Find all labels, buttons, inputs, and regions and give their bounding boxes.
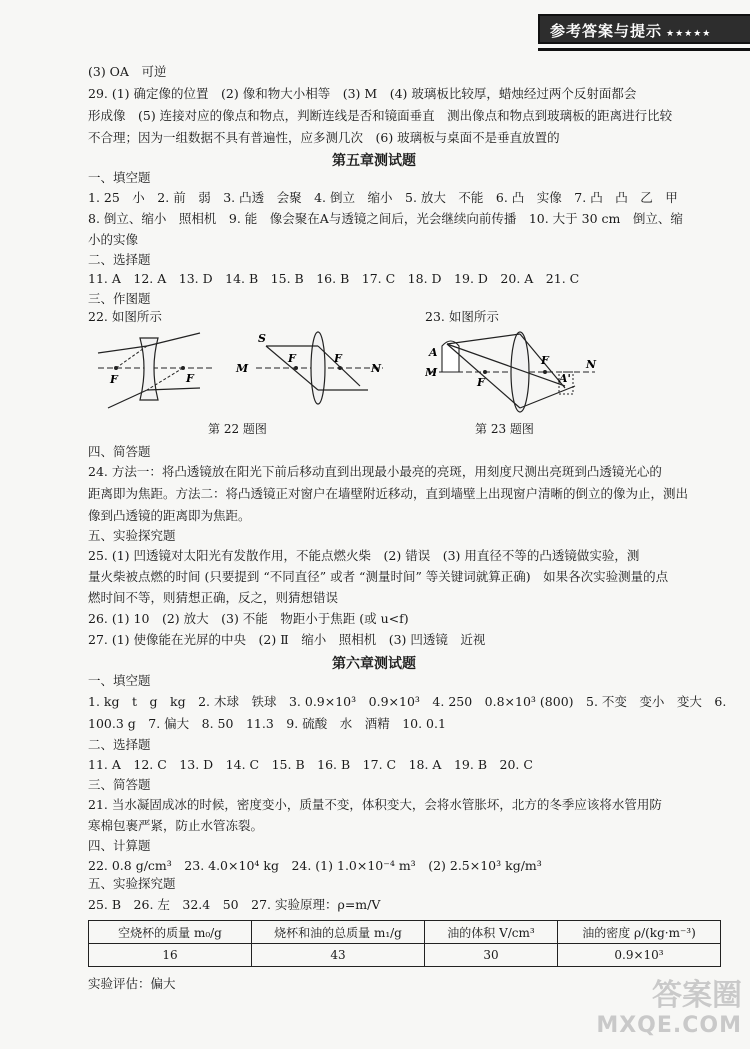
- table-row: [89, 944, 721, 967]
- watermark-text: 答案圈: [652, 978, 742, 1013]
- answer-line: 11. A 12. A 13. D 14. B 15. B 16. B 17. C 18. D 19. D 20. A 21. C: [88, 271, 580, 286]
- answer-line: (3) OA 可逆: [88, 64, 167, 79]
- answer-line: 26. (1) 10 (2) 放大 (3) 不能 物距小于焦距 (或 u<f): [88, 611, 409, 626]
- table-header-cell: 油的体积 V/cm³: [425, 921, 558, 944]
- focal-point-label: F: [186, 372, 194, 385]
- chapter6-title: 第六章测试题: [332, 656, 416, 672]
- section-heading: 五、实验探究题: [88, 876, 176, 891]
- answer-line: 27. (1) 使像能在光屏的中央 (2) Ⅱ 缩小 照相机 (3) 凹透镜 近视: [88, 632, 486, 647]
- object-label: A: [429, 346, 438, 359]
- axis-label-n: N: [586, 358, 597, 371]
- answer-line: 1. kg t g kg 2. 木球 铁球 3. 0.9×10³ 0.9×10³ 4. 250 0.8×10³ (800) 5. 不变 变小 变大 6.: [88, 694, 727, 709]
- table-cell: 16: [89, 944, 252, 967]
- axis-label-n: N: [371, 362, 382, 375]
- answer-line: 燃时间不等，则猜想正确，反之，则猜想错误: [88, 590, 339, 605]
- table-cell: 0.9×10³: [558, 944, 721, 967]
- figure-intro: 23. 如图所示: [425, 309, 499, 324]
- focal-point-label: F: [288, 352, 296, 365]
- figure-22-diagram: [88, 328, 388, 418]
- answer-line: 1. 25 小 2. 前 弱 3. 凸透 会聚 4. 倒立 缩小 5. 放大 不能 6. 凸 实像 7. 凸 凸 乙 甲: [88, 190, 678, 205]
- answer-line: 29. (1) 确定像的位置 (2) 像和物大小相等 (3) M (4) 玻璃板比较厚，蜡烛经过两个反射面都会: [88, 86, 637, 101]
- axis-label-m: M: [425, 366, 438, 379]
- watermark-domain: MXQE.COM: [596, 1013, 742, 1038]
- watermark-logo: [592, 978, 742, 1041]
- answer-line: 距离即为焦距。方法二：将凸透镜正对窗户在墙壁附近移动，直到墙壁上出现窗户清晰的倒立的像为止，测出: [88, 486, 689, 501]
- table-header-cell: 烧杯和油的总质量 m₁/g: [252, 921, 425, 944]
- answer-line: 8. 倒立、缩小 照相机 9. 能 像会聚在A与透镜之间后，光会继续向前传播 10. 大于 30 cm 倒立、缩: [88, 211, 683, 226]
- answer-line: 寒棉包裹严紧，防止水管冻裂。: [88, 818, 264, 833]
- answer-line: 21. 当水凝固成冰的时候，密度变小，质量不变，体积变大，会将水管胀坏，北方的冬季应该将水管用防: [88, 797, 662, 812]
- section-heading: 三、作图题: [88, 291, 151, 306]
- figure-22-concave-lens: [98, 333, 213, 408]
- section-heading: 二、选择题: [88, 737, 151, 752]
- answer-line: 11. A 12. C 13. D 14. C 15. B 16. B 17. C 18. A 19. B 20. C: [88, 757, 533, 772]
- table-header-cell: 空烧杯的质量 m₀/g: [89, 921, 252, 944]
- figure-caption: 第 22 题图: [208, 422, 267, 436]
- header-stars: ★★★★★: [666, 29, 712, 39]
- table-cell: 30: [425, 944, 558, 967]
- table-cell: 43: [252, 944, 425, 967]
- focal-point-label: F: [541, 354, 549, 367]
- density-data-table: [88, 920, 721, 967]
- section-heading: 一、填空题: [88, 170, 151, 185]
- section-heading: 三、简答题: [88, 777, 151, 792]
- chapter5-title: 第五章测试题: [332, 153, 416, 169]
- section-heading: 五、实验探究题: [88, 528, 176, 543]
- figure-22-convex-lens: [235, 332, 383, 404]
- answer-line: 不合理；因为一组数据不具有普遍性，应多测几次 (6) 玻璃板与桌面不是垂直放置的: [88, 130, 560, 145]
- answer-line: 24. 方法一：将凸透镜放在阳光下前后移动直到出现最小最亮的亮斑，用刻度尺测出亮斑到凸透镜光心的: [88, 464, 662, 479]
- answer-line: 实验评估：偏大: [88, 976, 176, 991]
- answer-line: 形成像 (5) 连接对应的像点和物点，判断连线是否和镜面垂直 测出像点和物点到玻璃板的距离进行比较: [88, 108, 673, 123]
- section-heading: 四、简答题: [88, 444, 151, 459]
- figure-caption: 第 23 题图: [475, 422, 534, 436]
- table-header-row: [89, 921, 721, 944]
- axis-label-m: M: [236, 362, 249, 375]
- table-header-cell: 油的密度 ρ/(kg·m⁻³): [558, 921, 721, 944]
- answer-line: 100.3 g 7. 偏大 8. 50 11.3 9. 硫酸 水 酒精 10. 0.1: [88, 716, 446, 731]
- focal-point-label: F: [477, 376, 485, 389]
- answer-line: 量火柴被点燃的时间 (只要提到 “不同直径” 或者 “测量时间” 等关键词就算正确) 如果各次实验测量的点: [88, 569, 669, 584]
- section-heading: 四、计算题: [88, 838, 151, 853]
- answer-line: 像到凸透镜的距离即为焦距。: [88, 508, 251, 523]
- section-header: [538, 14, 750, 44]
- figure-23-diagram: [425, 328, 600, 418]
- answer-line: 25. B 26. 左 32.4 50 27. 实验原理：ρ=m/V: [88, 897, 381, 912]
- image-label: A': [559, 372, 571, 385]
- answer-line: 25. (1) 凹透镜对太阳光有发散作用，不能点燃火柴 (2) 错误 (3) 用直径不等的凸透镜做实验，测: [88, 548, 640, 563]
- header-rule: [538, 48, 750, 51]
- header-title: 参考答案与提示: [550, 22, 663, 40]
- focal-point-label: F: [110, 373, 118, 386]
- section-heading: 一、填空题: [88, 673, 151, 688]
- figure-intro: 22. 如图所示: [88, 309, 162, 324]
- section-heading: 二、选择题: [88, 252, 151, 267]
- focal-point-label: F: [334, 352, 342, 365]
- source-label: S: [258, 332, 266, 345]
- answer-line: 22. 0.8 g/cm³ 23. 4.0×10⁴ kg 24. (1) 1.0×10⁻⁴ m³ (2) 2.5×10³ kg/m³: [88, 858, 542, 873]
- answer-line: 小的实像: [88, 232, 139, 247]
